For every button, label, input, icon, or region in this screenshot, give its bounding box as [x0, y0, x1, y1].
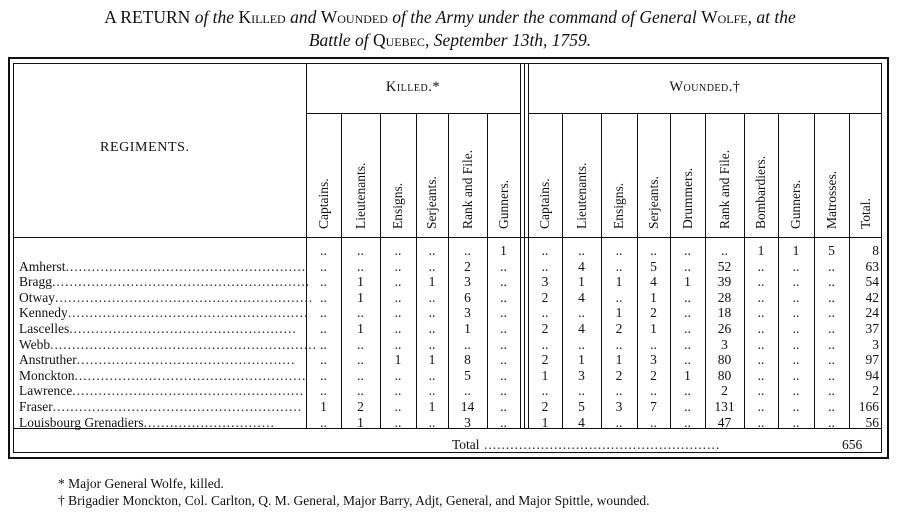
- killed-cell: ..: [500, 321, 507, 336]
- wounded-cell: ..: [828, 367, 835, 383]
- regiment-name: [19, 415, 275, 431]
- wounded-cell: 2: [615, 321, 623, 336]
- wounded-cell: ..: [650, 336, 657, 352]
- killed-cell: ..: [394, 336, 402, 352]
- killed-cell: ..: [500, 352, 507, 368]
- killed-cell: ..: [394, 258, 402, 274]
- killed-cell: ..: [394, 367, 402, 383]
- wounded-cell: ..: [792, 336, 800, 352]
- wounded-cell: 1: [615, 274, 623, 290]
- wounded-cell: 39: [717, 274, 732, 290]
- footnotes: [58, 475, 650, 509]
- leader-dots: .....................................................: [74, 367, 307, 383]
- killed-cell: ..: [394, 399, 402, 414]
- wounded-col-header: Lieutenants.: [573, 162, 589, 229]
- wounded-cell: 26: [717, 321, 732, 336]
- killed-cell: ..: [357, 243, 364, 258]
- killed-cell: ..: [394, 321, 402, 336]
- wounded-cell: ..: [792, 289, 800, 305]
- wounded-header: Wounded.†: [669, 79, 741, 95]
- footnote-wounded: † Brigadier Monckton, Col. Carlton, Q. M. General, Major Barry, Adjt, General, and Major Spittle, wounded.: [58, 493, 650, 508]
- wounded-cell: 1: [578, 352, 585, 368]
- regiment-name: [19, 399, 302, 415]
- killed-cell: 5: [464, 367, 471, 383]
- wounded-cell: ..: [757, 321, 765, 336]
- row-total: 3: [872, 336, 879, 352]
- wounded-cell: 2: [541, 352, 549, 368]
- killed-cell: 3: [464, 305, 471, 321]
- wounded-col-header: Gunners.: [788, 179, 803, 229]
- wounded-cell: 1: [684, 367, 691, 383]
- killed-cell: ..: [428, 414, 436, 430]
- killed-cell: 1: [428, 274, 436, 290]
- title-fragment: of the: [190, 7, 239, 27]
- row-total: 42: [865, 289, 879, 305]
- killed-cell: ..: [500, 399, 507, 414]
- killed-cell: ..: [320, 289, 327, 305]
- row-rule: [306, 113, 520, 114]
- regiment-name: [19, 305, 308, 321]
- wounded-cell: ..: [828, 414, 835, 430]
- wounded-cell: ..: [615, 258, 623, 274]
- wounded-col-header: Drummers.: [679, 167, 695, 229]
- killed-col-header: Captains.: [315, 178, 331, 229]
- wounded-cell: ..: [684, 399, 691, 414]
- wounded-cell: ..: [650, 243, 657, 258]
- killed-cell: 3: [464, 414, 471, 430]
- wounded-cell: ..: [578, 383, 585, 399]
- row-total: 8: [872, 243, 879, 258]
- title-fragment: , at the: [747, 7, 796, 27]
- wounded-cell: ..: [684, 336, 691, 352]
- regiment-name: [19, 337, 317, 353]
- leader-dots: .........................................................: [52, 399, 303, 414]
- row-total: 94: [865, 367, 879, 383]
- killed-cell: ..: [428, 321, 436, 336]
- wounded-cell: ..: [615, 383, 623, 399]
- regiment-label: Otway: [19, 289, 55, 305]
- wounded-cell: 3: [615, 399, 623, 414]
- document-title: [0, 6, 900, 52]
- killed-cell: ..: [500, 414, 507, 430]
- regiment-name: [19, 383, 304, 399]
- wounded-cell: ..: [792, 321, 800, 336]
- regiment-name: [19, 321, 297, 337]
- regiment-label: Monckton: [19, 367, 75, 383]
- column-rule: [524, 63, 525, 428]
- wounded-cell: ..: [757, 289, 765, 305]
- wounded-cell: 1: [792, 243, 800, 258]
- killed-cell: ..: [428, 367, 436, 383]
- wounded-cell: 1: [578, 274, 585, 290]
- wounded-cell: ..: [615, 336, 623, 352]
- regiment-label: Fraser: [19, 399, 53, 414]
- column-rule: [520, 63, 521, 428]
- killed-col-header: Rank and File.: [459, 149, 475, 229]
- wounded-cell: ..: [721, 243, 728, 258]
- wounded-cell: 1: [650, 289, 657, 305]
- wounded-col-header: Rank and File.: [716, 149, 732, 229]
- leader-dots: ...........................................................: [55, 289, 314, 305]
- regiment-label: Amherst: [19, 258, 66, 274]
- wounded-cell: ..: [757, 383, 765, 399]
- row-total: 97: [865, 352, 879, 368]
- wounded-cell: 47: [717, 414, 732, 430]
- killed-cell: 1: [357, 289, 364, 305]
- killed-col-header: Serjeants.: [424, 176, 439, 229]
- killed-cell: 1: [394, 352, 402, 368]
- killed-cell: 1: [500, 243, 507, 258]
- killed-col-header: Lieutenants.: [352, 162, 368, 229]
- killed-cell: ..: [394, 414, 402, 430]
- wounded-cell: ..: [684, 352, 691, 368]
- wounded-cell: ..: [684, 321, 691, 336]
- killed-cell: ..: [428, 305, 436, 321]
- killed-cell: ..: [320, 367, 327, 383]
- killed-cell: ..: [320, 305, 327, 321]
- killed-cell: ..: [357, 367, 364, 383]
- wounded-cell: ..: [828, 274, 835, 290]
- killed-cell: ..: [500, 336, 507, 352]
- regiment-label: Louisbourg Grenadiers: [19, 414, 144, 430]
- killed-cell: 3: [464, 274, 471, 290]
- killed-cell: 2: [464, 258, 471, 274]
- wounded-cell: 5: [828, 243, 835, 258]
- wounded-cell: 1: [541, 414, 549, 430]
- killed-cell: ..: [464, 336, 471, 352]
- wounded-cell: ..: [757, 352, 765, 368]
- wounded-cell: ..: [757, 399, 765, 414]
- wounded-cell: ..: [792, 352, 800, 368]
- wounded-cell: ..: [792, 383, 800, 399]
- wounded-cell: 4: [578, 289, 585, 305]
- killed-cell: ..: [464, 243, 471, 258]
- killed-cell: ..: [320, 352, 327, 368]
- regiment-name: [19, 352, 296, 368]
- wounded-cell: ..: [828, 258, 835, 274]
- killed-col-header: Gunners.: [495, 179, 511, 229]
- wounded-cell: ..: [828, 321, 835, 336]
- wounded-cell: ..: [828, 399, 835, 414]
- row-rule: [528, 113, 882, 114]
- killed-cell: 1: [357, 414, 364, 430]
- wounded-cell: ..: [828, 336, 835, 352]
- killed-cell: ..: [500, 383, 507, 399]
- wounded-cell: 3: [650, 352, 657, 368]
- wounded-cell: ..: [541, 243, 549, 258]
- leader-dots: .......................................................: [67, 305, 309, 321]
- wounded-cell: ..: [828, 352, 835, 368]
- regiments-header: REGIMENTS.: [100, 140, 190, 155]
- killed-cell: ..: [320, 274, 327, 290]
- wounded-cell: ..: [578, 336, 585, 352]
- killed-cell: 6: [464, 289, 471, 305]
- wounded-col-header: Captains.: [537, 178, 552, 229]
- regiment-name: [19, 274, 310, 290]
- killed-cell: ..: [500, 274, 507, 290]
- killed-cell: ..: [394, 289, 402, 305]
- wounded-cell: 1: [757, 243, 765, 258]
- wounded-cell: 4: [578, 414, 585, 430]
- leader-dots: ....................................................: [69, 321, 297, 336]
- wounded-cell: 3: [541, 274, 549, 290]
- killed-cell: ..: [500, 305, 507, 321]
- row-rule: [13, 237, 882, 238]
- wounded-cell: ..: [578, 243, 585, 258]
- killed-cell: ..: [357, 258, 364, 274]
- title-fragment: and: [285, 7, 321, 27]
- wounded-cell: 5: [578, 399, 585, 414]
- wounded-cell: ..: [757, 414, 765, 430]
- grand-total: 656: [842, 437, 863, 452]
- wounded-cell: ..: [650, 414, 657, 430]
- killed-cell: ..: [320, 243, 327, 258]
- wounded-cell: ..: [757, 258, 765, 274]
- killed-cell: 1: [357, 274, 364, 290]
- killed-col-header: Ensigns.: [390, 182, 405, 229]
- killed-cell: ..: [394, 305, 402, 321]
- killed-cell: 1: [428, 352, 436, 368]
- killed-cell: ..: [320, 383, 327, 399]
- killed-cell: ..: [320, 258, 327, 274]
- wounded-cell: ..: [684, 383, 691, 399]
- wounded-cell: 18: [717, 305, 732, 321]
- killed-cell: ..: [320, 336, 327, 352]
- wounded-cell: 80: [717, 352, 732, 368]
- leader-dots: .....................................................: [72, 383, 305, 399]
- title-fragment: of the Army under the command of General: [387, 7, 702, 27]
- leader-dots: .......................................................: [65, 258, 307, 274]
- wounded-cell: ..: [792, 414, 800, 430]
- killed-cell: ..: [500, 367, 507, 383]
- wounded-cell: 5: [650, 258, 657, 274]
- killed-cell: ..: [464, 383, 471, 399]
- row-total: 37: [865, 321, 879, 336]
- wounded-cell: ..: [684, 305, 691, 321]
- wounded-cell: 1: [615, 352, 623, 368]
- title-return: A RETURN: [104, 7, 191, 27]
- leader-dots: ..................................................: [76, 352, 296, 368]
- killed-cell: 2: [357, 399, 364, 414]
- killed-cell: 1: [428, 399, 436, 414]
- wounded-cell: 2: [650, 367, 657, 383]
- killed-cell: ..: [500, 289, 507, 305]
- row-total: 56: [865, 414, 879, 430]
- wounded-cell: ..: [615, 289, 623, 305]
- killed-cell: ..: [500, 258, 507, 274]
- regiment-name: [19, 290, 313, 306]
- wounded-cell: 52: [717, 258, 732, 274]
- killed-cell: 8: [464, 352, 471, 368]
- killed-header: Killed.*: [385, 79, 441, 95]
- regiment-label: Bragg: [19, 274, 52, 290]
- wounded-cell: 2: [541, 399, 549, 414]
- row-total: 63: [865, 258, 879, 274]
- row-total: 2: [872, 383, 879, 399]
- total-label-text: Total: [452, 437, 480, 452]
- killed-cell: ..: [357, 383, 364, 399]
- wounded-cell: ..: [650, 383, 657, 399]
- wounded-cell: 1: [650, 321, 657, 336]
- total-col-header: Total.: [857, 198, 873, 229]
- killed-cell: 1: [320, 399, 327, 414]
- footnote-killed: * Major General Wolfe, killed.: [58, 476, 224, 491]
- regiment-label: Lawrence: [19, 383, 73, 399]
- killed-cell: ..: [394, 274, 402, 290]
- title-wolfe: Wolfe: [701, 7, 748, 27]
- wounded-cell: ..: [792, 305, 800, 321]
- wounded-col-header: Matrosses.: [823, 170, 839, 229]
- wounded-cell: 3: [578, 367, 585, 383]
- wounded-cell: 28: [717, 289, 732, 305]
- wounded-cell: ..: [541, 336, 549, 352]
- row-total: 166: [858, 399, 879, 414]
- killed-cell: ..: [394, 243, 402, 258]
- wounded-cell: 2: [541, 321, 549, 336]
- wounded-cell: ..: [684, 243, 691, 258]
- killed-cell: 14: [460, 399, 475, 414]
- killed-cell: ..: [320, 321, 327, 336]
- regiment-label: Kennedy: [19, 305, 68, 321]
- killed-cell: ..: [320, 414, 327, 430]
- wounded-cell: ..: [828, 383, 835, 399]
- leader-dots: .............................................................: [50, 336, 318, 352]
- wounded-cell: 1: [684, 274, 691, 290]
- regiment-name: [19, 259, 306, 275]
- total-leader-dots: ......................................................: [479, 437, 721, 452]
- row-total: 54: [865, 274, 879, 290]
- killed-cell: ..: [357, 336, 364, 352]
- wounded-cell: 7: [650, 399, 657, 414]
- killed-cell: ..: [428, 383, 436, 399]
- leader-dots: ...........................................................: [52, 274, 311, 290]
- wounded-cell: ..: [684, 258, 691, 274]
- wounded-cell: 2: [615, 367, 623, 383]
- wounded-cell: ..: [792, 367, 800, 383]
- wounded-cell: ..: [615, 414, 623, 430]
- killed-cell: ..: [357, 305, 364, 321]
- wounded-cell: 4: [578, 321, 585, 336]
- wounded-cell: 2: [650, 305, 657, 321]
- regiment-name: [19, 368, 306, 384]
- title-wounded: Wounded: [320, 7, 388, 27]
- wounded-cell: ..: [578, 305, 585, 321]
- wounded-cell: ..: [828, 305, 835, 321]
- wounded-cell: ..: [757, 336, 765, 352]
- wounded-cell: 3: [721, 336, 728, 352]
- wounded-col-header: Bombardiers.: [753, 155, 768, 229]
- wounded-col-header: Ensigns.: [611, 182, 626, 229]
- title-quebec: Quebec: [372, 30, 425, 50]
- wounded-col-header: Serjeants.: [645, 176, 661, 229]
- wounded-cell: 1: [615, 305, 623, 321]
- regiment-label: Webb: [19, 336, 51, 352]
- leader-dots: ..............................: [143, 414, 275, 430]
- wounded-cell: ..: [684, 414, 691, 430]
- wounded-cell: ..: [757, 305, 765, 321]
- killed-cell: ..: [428, 336, 436, 352]
- wounded-cell: ..: [541, 305, 549, 321]
- killed-cell: ..: [394, 383, 402, 399]
- regiment-label: Lascelles: [19, 321, 70, 336]
- wounded-cell: ..: [757, 367, 765, 383]
- killed-cell: 1: [357, 321, 364, 336]
- wounded-cell: 1: [541, 367, 549, 383]
- wounded-cell: ..: [792, 274, 800, 290]
- wounded-cell: 2: [721, 383, 728, 399]
- wounded-cell: 4: [578, 258, 585, 274]
- wounded-cell: ..: [541, 383, 549, 399]
- wounded-cell: ..: [615, 243, 623, 258]
- killed-cell: ..: [357, 352, 364, 368]
- total-row-label: [452, 437, 720, 453]
- title-date: , September 13th, 1759.: [424, 30, 592, 50]
- wounded-cell: ..: [684, 289, 691, 305]
- wounded-cell: ..: [757, 274, 765, 290]
- wounded-cell: ..: [541, 258, 549, 274]
- killed-cell: ..: [428, 243, 436, 258]
- killed-cell: ..: [428, 289, 436, 305]
- wounded-cell: ..: [792, 258, 800, 274]
- wounded-cell: ..: [828, 289, 835, 305]
- title-fragment: Battle of: [308, 30, 373, 50]
- wounded-cell: 4: [650, 274, 657, 290]
- killed-cell: ..: [428, 258, 436, 274]
- row-total: 24: [865, 305, 879, 321]
- wounded-cell: 131: [714, 399, 735, 414]
- regiment-label: Anstruther: [19, 352, 77, 368]
- wounded-cell: 80: [717, 367, 732, 383]
- wounded-cell: 2: [541, 289, 549, 305]
- killed-cell: 1: [464, 321, 471, 336]
- wounded-cell: ..: [792, 399, 800, 414]
- title-killed: Killed: [238, 7, 286, 27]
